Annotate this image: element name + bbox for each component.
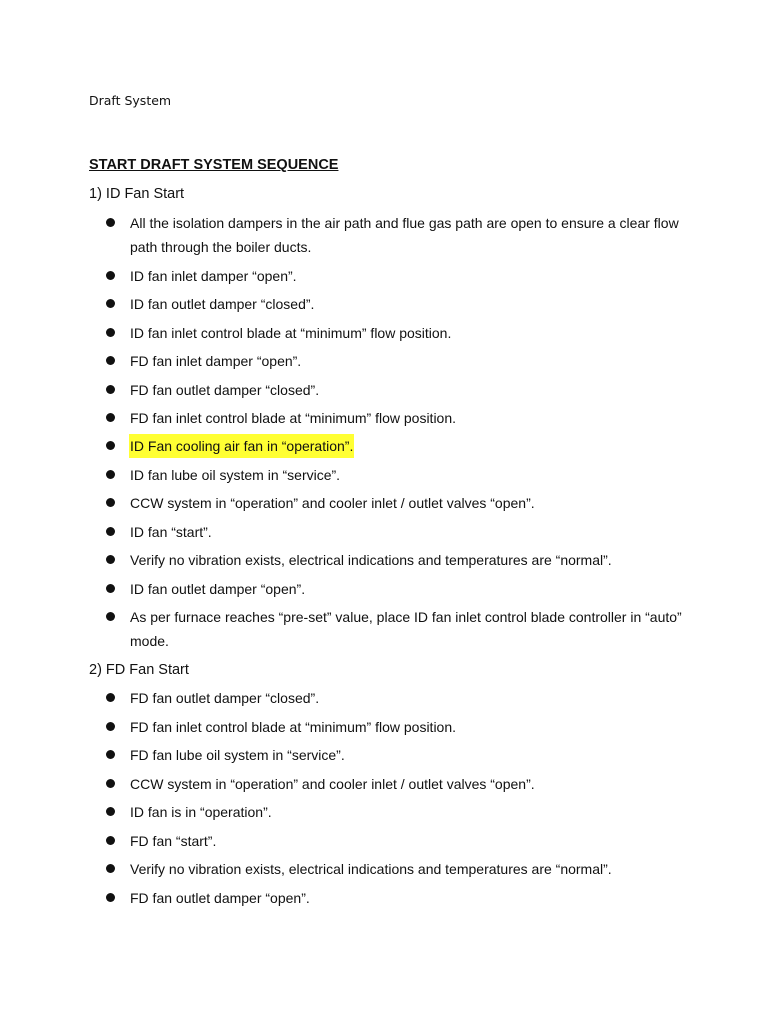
list-item: FD fan outlet damper “closed”.: [106, 378, 686, 402]
section-heading-id-fan: 1) ID Fan Start: [89, 186, 185, 202]
list-item: FD fan inlet control blade at “minimum” flow position.: [106, 715, 686, 739]
bullet-icon: [106, 498, 115, 507]
bullet-icon: [106, 441, 115, 450]
list-item: FD fan outlet damper “closed”.: [106, 686, 686, 710]
bullet-icon: [106, 356, 115, 365]
list-item: ID fan lube oil system in “service”.: [106, 463, 686, 487]
bullet-icon: [106, 413, 115, 422]
list-item: ID fan “start”.: [106, 520, 686, 544]
list-item: Verify no vibration exists, electrical indications and temperatures are “normal”.: [106, 857, 686, 881]
list-item: FD fan “start”.: [106, 829, 686, 853]
list-item: CCW system in “operation” and cooler inlet / outlet valves “open”.: [106, 772, 686, 796]
bullet-icon: [106, 555, 115, 564]
bullet-icon: [106, 864, 115, 873]
list-item: ID fan is in “operation”.: [106, 800, 686, 824]
list-item: FD fan outlet damper “open”.: [106, 886, 686, 910]
sequence-title: START DRAFT SYSTEM SEQUENCE: [89, 157, 339, 173]
list-item: CCW system in “operation” and cooler inlet / outlet valves “open”.: [106, 491, 686, 515]
list-item: All the isolation dampers in the air path and flue gas path are open to ensure a clear flow path through the boiler ducts.: [106, 211, 686, 259]
list-item: ID fan outlet damper “open”.: [106, 577, 686, 601]
bullet-icon: [106, 807, 115, 816]
bullet-icon: [106, 470, 115, 479]
list-item: As per furnace reaches “pre-set” value, place ID fan inlet control blade controller in “auto” mode.: [106, 605, 686, 653]
bullet-icon: [106, 328, 115, 337]
bullet-icon: [106, 299, 115, 308]
bullet-icon: [106, 750, 115, 759]
list-item: FD fan lube oil system in “service”.: [106, 743, 686, 767]
bullet-icon: [106, 584, 115, 593]
bullet-icon: [106, 693, 115, 702]
list-item: FD fan inlet damper “open”.: [106, 349, 686, 373]
list-item-highlighted: [106, 434, 686, 458]
list-item: ID fan outlet damper “closed”.: [106, 292, 686, 316]
bullet-icon: [106, 612, 115, 621]
bullet-icon: [106, 218, 115, 227]
document-title: Draft System: [89, 93, 172, 108]
list-item: FD fan inlet control blade at “minimum” flow position.: [106, 406, 686, 430]
bullet-icon: [106, 893, 115, 902]
bullet-icon: [106, 385, 115, 394]
list-item: ID fan inlet damper “open”.: [106, 264, 686, 288]
bullet-icon: [106, 527, 115, 536]
bullet-icon: [106, 271, 115, 280]
section-heading-fd-fan: 2) FD Fan Start: [89, 662, 189, 678]
bullet-icon: [106, 836, 115, 845]
list-item: ID fan inlet control blade at “minimum” flow position.: [106, 321, 686, 345]
bullet-icon: [106, 779, 115, 788]
list-item: Verify no vibration exists, electrical indications and temperatures are “normal”.: [106, 548, 686, 572]
bullet-icon: [106, 722, 115, 731]
highlighted-text: ID Fan cooling air fan in “operation”.: [129, 434, 354, 458]
